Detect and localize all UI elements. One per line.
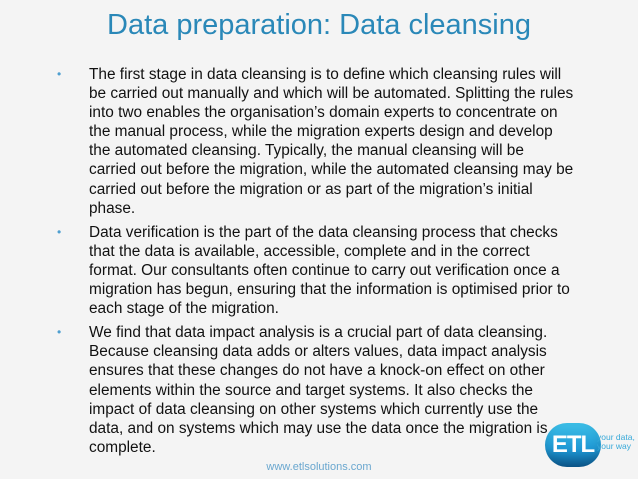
bullet-list [55,65,575,462]
bullet-icon: • [57,67,62,81]
bullet-item-2 [55,223,575,318]
slide-title: Data preparation: Data cleansing [107,9,531,41]
bullet-text: The first stage in data cleansing is to define which cleansing rules will be carried out manually and which will be automated. Splitting the rules into two enables the organisation’s domain experts to concentrate on the manual process, while the migration experts design and develop the automated cleansing. Typically, the manual cleansing will be carried out before the migration, while the automated cleansing may be carried out before the migration or as part of the migration’s initial phase. [89,66,574,217]
bullet-icon: • [57,325,62,340]
etl-logo [545,421,638,471]
bullet-icon: • [57,224,62,239]
footer-website: www.etlsolutions.com [266,461,372,473]
bullet-text: We find that data impact analysis is a crucial part of data cleansing. Because cleansing data adds or alters values, data impact analysis ensures that these changes do not have a knock-on effect on other elements within the source and target systems. It also checks the impact of data cleansing on other systems which currently use the data, and on systems which may use the data once the migration is complete. [89,324,548,456]
bullet-item-3 [55,323,575,457]
etl-logo-mark: ETL [545,423,601,467]
bullet-text: Data verification is the part of the data cleansing process that checks that the data is available, accessible, complete and in the correct format. Our consultants often continue to carry out verification once a migration has begun, ensuring that the information is optimised prior to each stage of the migration. [89,223,570,318]
bullet-item-1 [55,65,575,218]
logo-tagline: your data, your way [597,432,635,451]
